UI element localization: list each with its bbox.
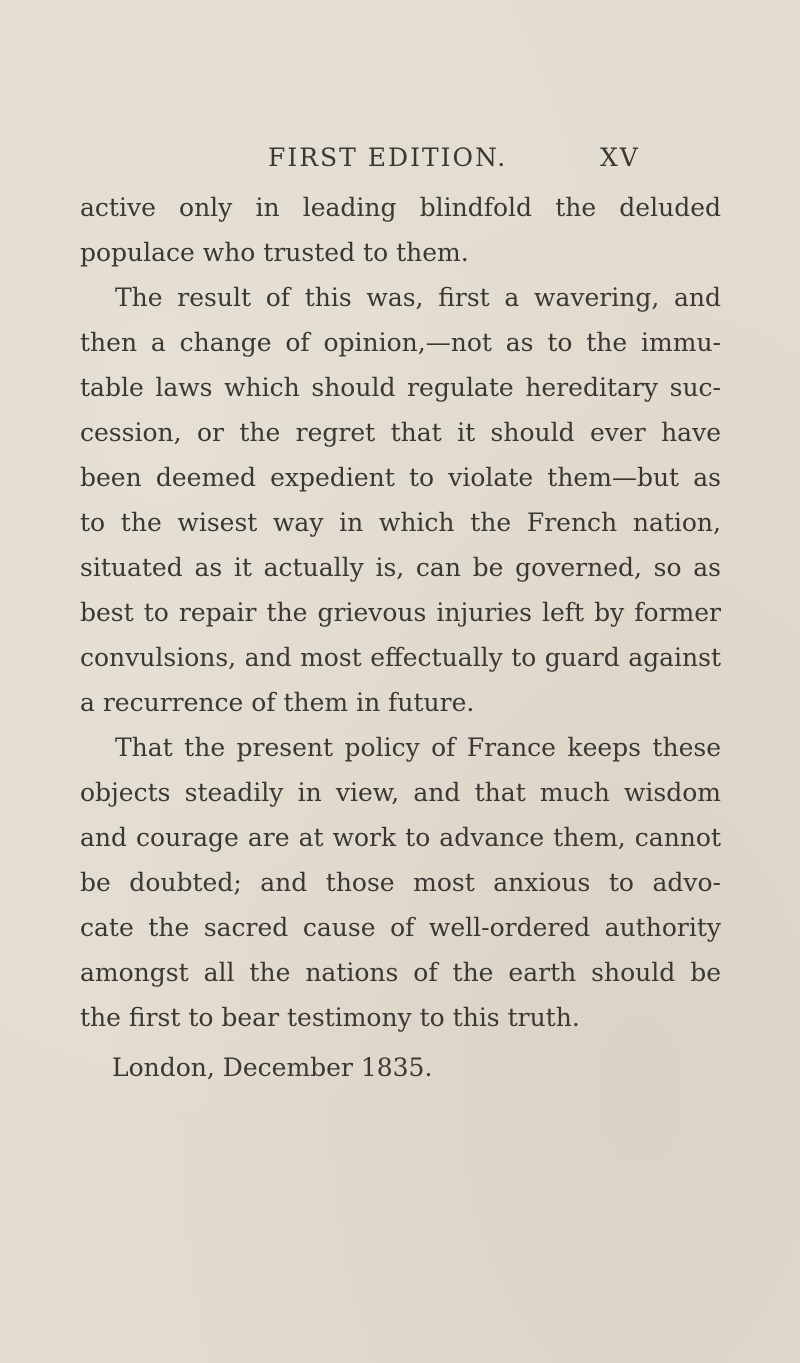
- running-head-title: FIRST EDITION.: [268, 143, 508, 172]
- text-line: cession, or the regret that it should ever have: [80, 418, 721, 447]
- paragraph-first-line: That the present policy of France keeps these: [115, 733, 721, 762]
- paragraph-first-line: The result of this was, first a wavering, and: [115, 283, 721, 312]
- text-line: and courage are at work to advance them, cannot: [80, 823, 721, 852]
- text-line: table laws which should regulate hereditary suc-: [80, 373, 721, 402]
- text-line: amongst all the nations of the earth should be: [80, 958, 721, 987]
- text-line: to the wisest way in which the French nation,: [80, 508, 721, 537]
- text-line: been deemed expedient to violate them—but as: [80, 463, 721, 492]
- text-line: active only in leading blindfold the deluded: [80, 193, 721, 222]
- text-line: convulsions, and most effectually to guard against: [80, 643, 721, 672]
- text-line: be doubted; and those most anxious to advo-: [80, 868, 721, 897]
- text-line: the first to bear testimony to this truth.: [80, 1003, 580, 1032]
- text-line: cate the sacred cause of well-ordered authority: [80, 913, 721, 942]
- text-line: populace who trusted to them.: [80, 238, 469, 267]
- text-line: situated as it actually is, can be governed, so as: [80, 553, 721, 582]
- text-line: a recurrence of them in future.: [80, 688, 475, 717]
- text-line: then a change of opinion,—not as to the immu-: [80, 328, 721, 357]
- text-line: best to repair the grievous injuries left by former: [80, 598, 721, 627]
- text-line: objects steadily in view, and that much wisdom: [80, 778, 721, 807]
- page-number: XV: [600, 143, 640, 172]
- running-head: [0, 140, 800, 176]
- dateline: London, December 1835.: [112, 1053, 433, 1082]
